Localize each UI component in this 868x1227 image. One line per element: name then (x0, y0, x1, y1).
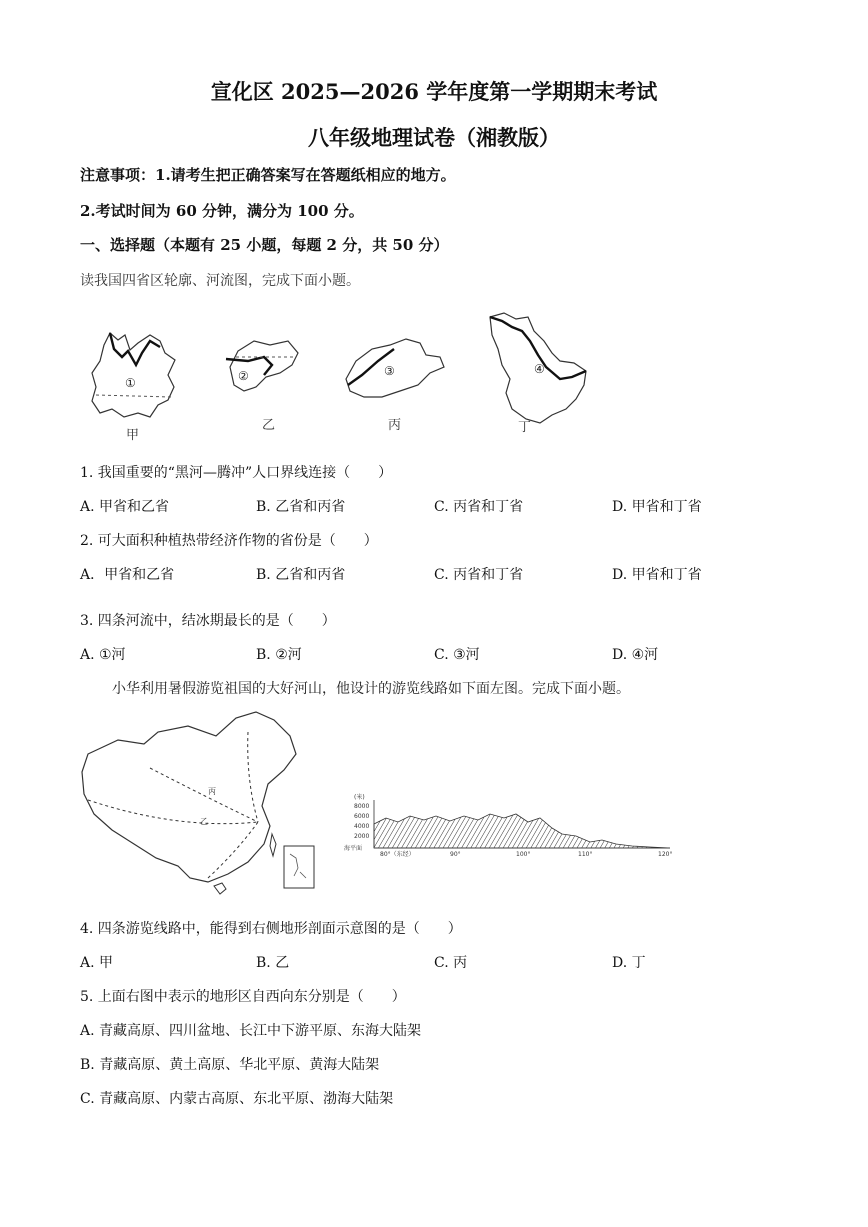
profile-ylabel: 2000 (354, 833, 370, 840)
figure1-intro: 读我国四省区轮廓、河流图，完成下面小题。 (80, 273, 360, 289)
option-c: C. 丙 (434, 955, 468, 971)
province-num: ① (125, 376, 136, 390)
question-stem: 2. 可大面积种植热带经济作物的省份是（ ） (80, 533, 378, 549)
question-stem: 3. 四条河流中，结冰期最长的是（ ） (80, 613, 336, 629)
profile-xlabel: 120° (658, 851, 673, 858)
route-label: 丙 (208, 787, 216, 796)
profile-xlabel: 110° (578, 851, 593, 858)
profile-ylabel: 6000 (354, 813, 370, 820)
option-a: A. ①河 (80, 647, 126, 663)
province-label: 丁 (518, 420, 532, 435)
province-yi-outline (226, 341, 298, 391)
option-c: C. 青藏高原、内蒙古高原、东北平原、渤海大陆架 (80, 1091, 394, 1107)
terrain-profile (340, 794, 680, 864)
profile-xlabel: 90° (450, 851, 461, 858)
option-b: B. 乙省和丙省 (256, 567, 346, 583)
option-c: C. 丙省和丁省 (434, 567, 524, 583)
option-a: A. 青藏高原、四川盆地、长江中下游平原、东海大陆架 (80, 1023, 422, 1039)
profile-ylabel: 8000 (354, 803, 370, 810)
option-d: D. 甲省和丁省 (612, 499, 702, 515)
notes-line2: 2.考试时间为 60 分钟，满分为 100 分。 (80, 202, 364, 220)
profile-xlabel: 100° (516, 851, 531, 858)
option-b: B. 乙省和丙省 (256, 499, 346, 515)
option-a: A. 甲省和乙省 (80, 499, 170, 515)
province-jia-outline (92, 333, 175, 417)
province-num: ④ (534, 362, 545, 376)
figure2-intro: 小华利用暑假游览祖国的大好河山，他设计的游览线路如下面左图。完成下面小题。 (112, 681, 630, 697)
profile-ylabel: (米) (354, 794, 365, 801)
option-b: B. 乙 (256, 955, 290, 971)
option-c: C. 丙省和丁省 (434, 499, 524, 515)
profile-xlabel: 80°（东经） (380, 851, 415, 858)
province-label: 甲 (126, 428, 140, 443)
province-num: ③ (384, 364, 395, 378)
notes-line1: 注意事项：1.请考生把正确答案写在答题纸相应的地方。 (80, 166, 456, 184)
section-heading: 一、选择题（本题有 25 小题，每题 2 分，共 50 分） (80, 236, 449, 254)
province-label: 丙 (388, 418, 402, 433)
exam-title: 宣化区 2025—2026 学年度第一学期期末考试 (210, 79, 658, 104)
route-label: 乙 (200, 817, 208, 826)
question-stem: 1. 我国重要的“黑河—腾冲”人口界线连接（ ） (80, 465, 393, 481)
question-stem: 5. 上面右图中表示的地形区自西向东分别是（ ） (80, 989, 406, 1005)
province-bing-outline (346, 339, 444, 397)
province-label: 乙 (262, 418, 276, 433)
province-num: ② (238, 369, 249, 383)
province-outline-figure (0, 305, 868, 445)
option-a: A．甲省和乙省 (80, 567, 175, 583)
profile-ylabel: 海平面 (344, 845, 363, 852)
china-route-map (78, 710, 338, 900)
option-d: D. ④河 (612, 647, 659, 663)
option-c: C. ③河 (434, 647, 480, 663)
option-b: B. ②河 (256, 647, 302, 663)
profile-ylabel: 4000 (354, 823, 370, 830)
question-stem: 4. 四条游览线路中，能得到右侧地形剖面示意图的是（ ） (80, 921, 462, 937)
option-d: D. 甲省和丁省 (612, 567, 702, 583)
option-b: B. 青藏高原、黄土高原、华北平原、黄海大陆架 (80, 1057, 380, 1073)
exam-subtitle: 八年级地理试卷（湘教版） (308, 125, 560, 150)
option-d: D. 丁 (612, 955, 646, 971)
option-a: A. 甲 (80, 955, 114, 971)
